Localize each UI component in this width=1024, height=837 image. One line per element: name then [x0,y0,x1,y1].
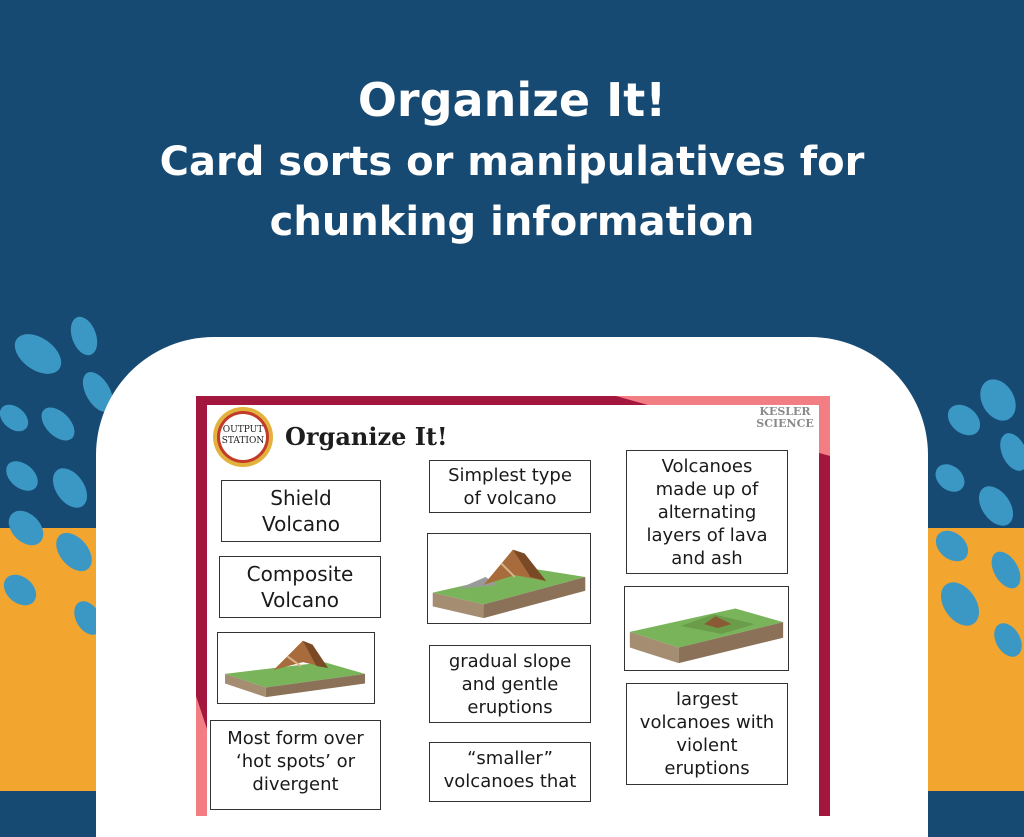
card-gradual-slope[interactable]: gradual slope and gentle eruptions [429,645,591,723]
card-composite-volcano[interactable]: Composite Volcano [219,556,381,618]
card-composite-volcano-image[interactable] [217,632,375,704]
card-most-form[interactable]: Most form over ‘hot spots’ or divergent [210,720,381,810]
card-smaller-volcanoes[interactable]: “smaller” volcanoes that [429,742,591,802]
badge-text: OUTPUT STATION [221,425,265,446]
cinder-cone-icon [428,534,590,623]
card-alternating-layers[interactable]: Volcanoes made up of alternating layers of lava and ash [626,450,788,574]
subtitle-line-1: Card sorts or manipulatives for [159,139,865,185]
composite-volcano-icon [218,633,374,703]
page-title: Organize It! [357,73,667,127]
headline [0,68,1024,252]
kesler-science-logo: KESLER SCIENCE [756,405,814,430]
card-shield-volcano[interactable]: Shield Volcano [221,480,381,542]
card-simplest-type[interactable]: Simplest type of volcano [429,460,591,513]
shield-volcano-icon [625,587,788,670]
subtitle-line-2: chunking information [269,199,755,245]
card-cinder-cone-image[interactable] [427,533,591,624]
card-shield-volcano-image[interactable] [624,586,789,671]
slide-title: Organize It! [285,422,448,451]
card-largest-volcanoes[interactable]: largest volcanoes with violent eruptions [626,683,788,785]
